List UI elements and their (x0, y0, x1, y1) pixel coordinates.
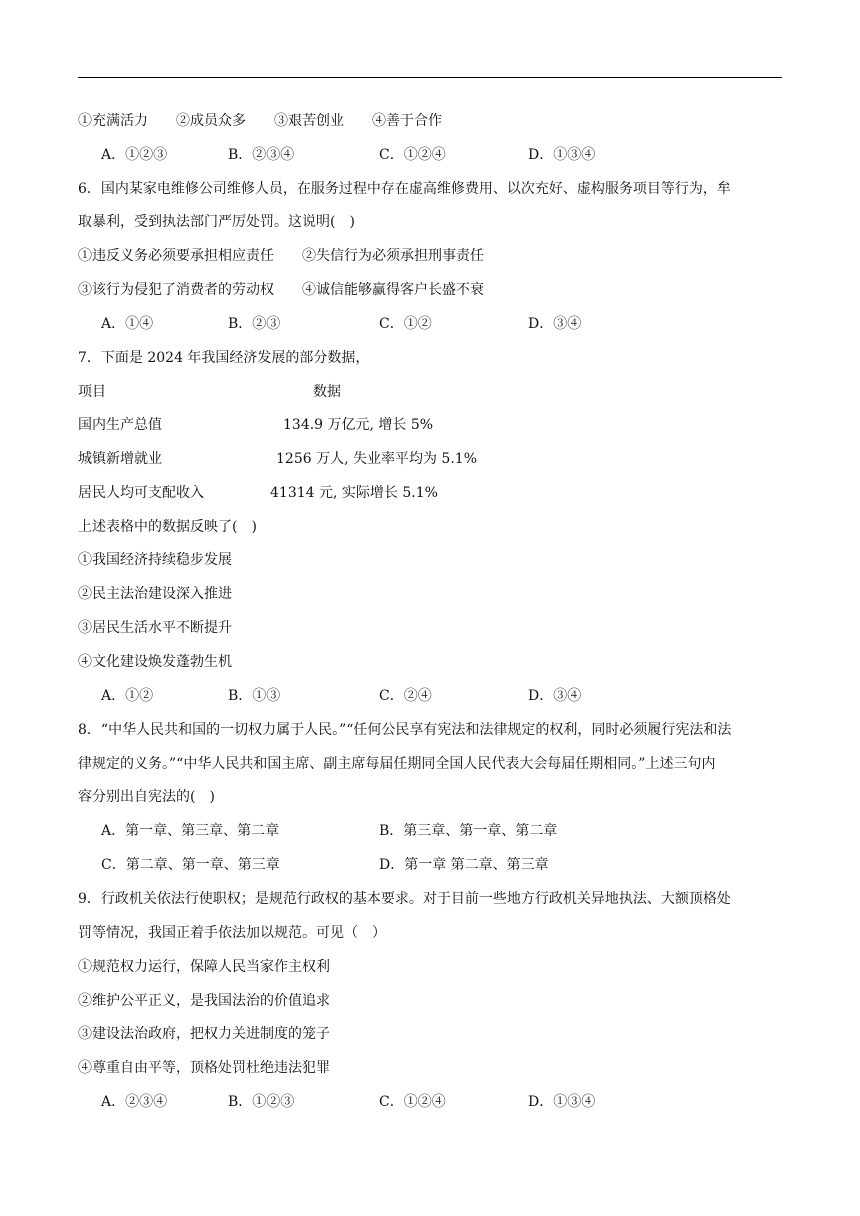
q7-option-c: C．②④ (379, 688, 432, 704)
q9-option-d: D．①③④ (528, 1094, 596, 1110)
q8-option-b: B．第三章、第一章、第二章 (379, 823, 558, 839)
q5-option-c: C．①②④ (379, 147, 446, 163)
q7-option-a: A．①② (101, 688, 154, 704)
header-rule (78, 77, 782, 78)
q7-table-row-2-data: 1256 万人, 失业率平均为 5.1% (276, 451, 477, 467)
q5-option-d: D．①③④ (528, 147, 596, 163)
q7-option-d: D．③④ (528, 688, 582, 704)
q6-option-d: D．③④ (528, 316, 582, 332)
q7-statement-1: ①我国经济持续稳步发展 (78, 552, 232, 568)
q9-statement-1: ①规范权力运行，保障人民当家作主权利 (78, 959, 330, 975)
q7-table-row-2-item: 城镇新增就业 (78, 451, 162, 467)
q7-table-row-3-item: 居民人均可支配收入 (78, 485, 204, 501)
q7-statement-3: ③居民生活水平不断提升 (78, 620, 232, 636)
q7-table-header-item: 项目 (78, 384, 106, 400)
q6-statements-line2: ③该行为侵犯了消费者的劳动权 ④诚信能够赢得客户长盛不衰 (78, 282, 484, 298)
q7-table-header-data: 数据 (313, 384, 341, 400)
q5-option-a: A．①②③ (101, 147, 168, 163)
q8-option-d: D．第一章 第二章、第三章 (379, 857, 549, 873)
q9-option-a: A．②③④ (101, 1094, 168, 1110)
q7-table-row-1-item: 国内生产总值 (78, 417, 162, 433)
q6-statements-line1: ①违反义务必须要承担相应责任 ②失信行为必须承担刑事责任 (78, 248, 484, 264)
q6-option-a: A．①④ (101, 316, 154, 332)
q9-option-c: C．①②④ (379, 1094, 446, 1110)
q6-option-c: C．①② (379, 316, 432, 332)
q8-stem-line3: 容分别出自宪法的( ) (78, 789, 215, 805)
q9-statement-4: ④尊重自由平等，顶格处罚杜绝违法犯罪 (78, 1060, 330, 1076)
q8-option-c: C．第二章、第一章、第三章 (101, 857, 280, 873)
q9-statement-3: ③建设法治政府，把权力关进制度的笼子 (78, 1026, 330, 1042)
q9-option-b: B．①②③ (228, 1094, 295, 1110)
q8-stem-line1: 8．“中华人民共和国的一切权力属于人民。”“任何公民享有宪法和法律规定的权利，同时必须履行宪法和法 (78, 722, 732, 738)
q6-option-b: B．②③ (228, 316, 281, 332)
q7-table-row-1-data: 134.9 万亿元, 增长 5% (283, 417, 434, 433)
q9-stem-line1: 9．行政机关依法行使职权；是规范行政权的基本要求。对于目前一些地方行政机关异地执法、大额顶格处 (78, 891, 731, 907)
q7-statement-2: ②民主法治建设深入推进 (78, 586, 232, 602)
q8-option-a: A．第一章、第三章、第二章 (101, 823, 280, 839)
q6-stem-line1: 6．国内某家电维修公司维修人员，在服务过程中存在虚高维修费用、以次充好、虚构服务项目等行为，牟 (78, 181, 731, 197)
q8-stem-line2: 律规定的义务。”“中华人民共和国主席、副主席每届任期同全国人民代表大会每届任期相同。”上述三句内 (78, 756, 716, 772)
q9-stem-line2: 罚等情况，我国正着手依法加以规范。可见（ ） (78, 925, 386, 941)
q6-stem-line2: 取暴利，受到执法部门严厉处罚。这说明( ) (78, 214, 355, 230)
q7-statement-4: ④文化建设焕发蓬勃生机 (78, 654, 232, 670)
q7-stem: 7．下面是 2024 年我国经济发展的部分数据， (78, 350, 370, 366)
q7-table-row-3-data: 41314 元, 实际增长 5.1% (270, 485, 438, 501)
q7-question: 上述表格中的数据反映了( ) (78, 519, 257, 535)
q7-option-b: B．①③ (228, 688, 281, 704)
q9-statement-2: ②维护公平正义，是我国法治的价值追求 (78, 993, 330, 1009)
q5-statements: ①充满活力 ②成员众多 ③艰苦创业 ④善于合作 (78, 113, 442, 129)
q5-option-b: B．②③④ (228, 147, 295, 163)
